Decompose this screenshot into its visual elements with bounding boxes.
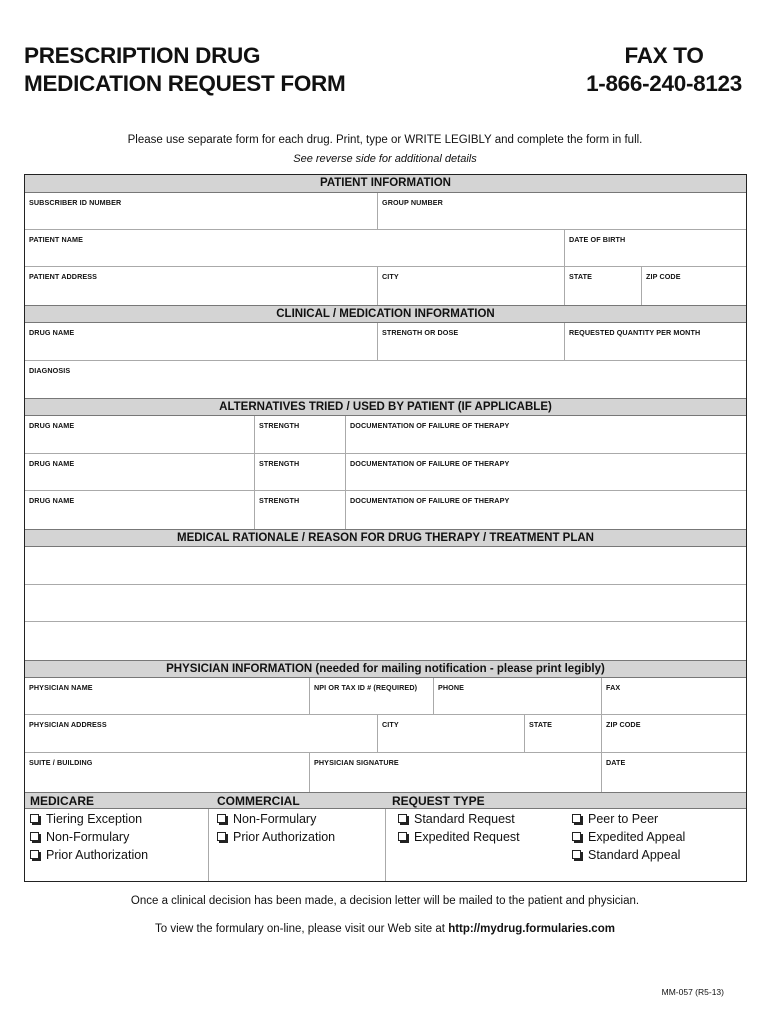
- option-label: Standard Appeal: [588, 848, 681, 862]
- clinical-row-2: [25, 361, 746, 398]
- physician-row-1: [25, 678, 746, 715]
- strength-dose-field[interactable]: [377, 323, 564, 360]
- alt-failure-doc-field[interactable]: [345, 454, 746, 490]
- drug-name-field[interactable]: [25, 323, 377, 360]
- patient-state-label: STATE: [569, 272, 592, 281]
- patient-zip-label: ZIP CODE: [646, 272, 681, 281]
- alt-drug-name-field[interactable]: [25, 454, 254, 490]
- physician-fax-field[interactable]: [601, 678, 746, 714]
- checkbox[interactable]: [572, 832, 581, 841]
- section-alternatives: ALTERNATIVES TRIED / USED BY PATIENT (IF APPLICABLE): [25, 398, 746, 416]
- suite-building-field[interactable]: [25, 753, 309, 792]
- standard-request-option[interactable]: [398, 810, 515, 828]
- alt-drug-name-label: DRUG NAME: [29, 496, 75, 505]
- physician-city-field[interactable]: [377, 715, 524, 752]
- fax-number: 1-866-240-8123: [586, 71, 742, 96]
- option-label: Prior Authorization: [46, 848, 149, 862]
- alternative-row-1: [25, 416, 746, 454]
- checkbox[interactable]: [217, 832, 226, 841]
- option-label: Non-Formulary: [46, 830, 130, 844]
- subscriber-id-label: SUBSCRIBER ID NUMBER: [29, 198, 122, 207]
- physician-address-label: PHYSICIAN ADDRESS: [29, 720, 107, 729]
- physician-zip-label: ZIP CODE: [606, 720, 641, 729]
- formulary-note: [0, 923, 770, 935]
- date-of-birth-field[interactable]: [564, 230, 746, 266]
- checkbox[interactable]: [572, 814, 581, 823]
- physician-fax-label: FAX: [606, 683, 621, 692]
- checkbox[interactable]: [572, 850, 581, 859]
- subscriber-id-field[interactable]: [25, 193, 377, 229]
- suite-building-label: SUITE / BUILDING: [29, 758, 93, 767]
- physician-phone-field[interactable]: [433, 678, 601, 714]
- diagnosis-field[interactable]: [25, 361, 746, 398]
- intro-reverse-note: See reverse side for additional details: [293, 153, 477, 165]
- group-number-label: GROUP NUMBER: [382, 198, 443, 207]
- patient-state-field[interactable]: [564, 267, 641, 305]
- patient-address-field[interactable]: [25, 267, 377, 305]
- patient-row-3: [25, 267, 746, 305]
- commercial-non-formulary-option[interactable]: [217, 810, 316, 828]
- patient-row-1: [25, 193, 746, 230]
- drug-name-label: DRUG NAME: [29, 328, 75, 337]
- title-line-1: PRESCRIPTION DRUG: [24, 43, 261, 68]
- physician-state-label: STATE: [529, 720, 552, 729]
- patient-name-field[interactable]: [25, 230, 564, 266]
- group-number-field[interactable]: [377, 193, 746, 229]
- option-label: Peer to Peer: [588, 812, 659, 826]
- decision-letter-note: Once a clinical decision has been made, a decision letter will be mailed to the patient and physician.: [130, 895, 640, 907]
- fax-label: FAX TO: [624, 43, 704, 68]
- option-label: Prior Authorization: [233, 830, 336, 844]
- rationale-line-2[interactable]: [25, 585, 746, 622]
- checkbox[interactable]: [398, 832, 407, 841]
- form-code: MM-057 (R5-13): [661, 987, 724, 997]
- peer-to-peer-option[interactable]: [572, 810, 658, 828]
- form-header: [24, 42, 746, 102]
- patient-zip-field[interactable]: [641, 267, 746, 305]
- alt-drug-name-field[interactable]: [25, 416, 254, 453]
- physician-state-field[interactable]: [524, 715, 601, 752]
- alt-strength-field[interactable]: [254, 491, 345, 529]
- medicare-tiering-exception-option[interactable]: [30, 810, 142, 828]
- option-label: Expedited Request: [414, 830, 520, 844]
- commercial-prior-authorization-option[interactable]: [217, 828, 335, 846]
- request-form: [24, 174, 747, 882]
- medicare-non-formulary-option[interactable]: [30, 828, 129, 846]
- option-label: Non-Formulary: [233, 812, 317, 826]
- physician-signature-label: PHYSICIAN SIGNATURE: [314, 758, 399, 767]
- alt-failure-doc-label: DOCUMENTATION OF FAILURE OF THERAPY: [350, 459, 510, 468]
- alt-drug-name-label: DRUG NAME: [29, 459, 75, 468]
- alternative-row-3: [25, 491, 746, 529]
- checkbox[interactable]: [30, 850, 39, 859]
- formulary-note-text: To view the formulary on-line, please visit our Web site at: [155, 923, 449, 935]
- quantity-per-month-field[interactable]: [564, 323, 746, 360]
- physician-zip-field[interactable]: [601, 715, 746, 752]
- title-line-2: MEDICATION REQUEST FORM: [24, 71, 346, 96]
- physician-address-field[interactable]: [25, 715, 377, 752]
- patient-address-label: PATIENT ADDRESS: [29, 272, 98, 281]
- section-medical-rationale: MEDICAL RATIONALE / REASON FOR DRUG THERAPY / TREATMENT PLAN: [25, 529, 746, 547]
- section-patient-information: PATIENT INFORMATION: [25, 175, 746, 193]
- alt-drug-name-field[interactable]: [25, 491, 254, 529]
- quantity-per-month-label: REQUESTED QUANTITY PER MONTH: [569, 328, 701, 337]
- checkbox[interactable]: [30, 832, 39, 841]
- patient-row-2: [25, 230, 746, 267]
- rationale-line-1[interactable]: [25, 547, 746, 585]
- section-clinical-information: CLINICAL / MEDICATION INFORMATION: [25, 305, 746, 323]
- form-title: [24, 42, 345, 98]
- alt-strength-label: STRENGTH: [259, 421, 300, 430]
- npi-tax-id-field[interactable]: [309, 678, 433, 714]
- alt-failure-doc-label: DOCUMENTATION OF FAILURE OF THERAPY: [350, 496, 510, 505]
- physician-name-label: PHYSICIAN NAME: [29, 683, 93, 692]
- intro-instructions: Please use separate form for each drug. Print, type or WRITE LEGIBLY and complete the form in full.: [127, 134, 643, 146]
- physician-signature-field[interactable]: [309, 753, 601, 792]
- alt-failure-doc-field[interactable]: [345, 491, 746, 529]
- checkbox[interactable]: [217, 814, 226, 823]
- physician-row-2: [25, 715, 746, 753]
- formulary-link[interactable]: http://mydrug.formularies.com: [448, 923, 615, 935]
- section-physician-information: PHYSICIAN INFORMATION (needed for mailing notification - please print legibly): [25, 660, 746, 678]
- alt-failure-doc-label: DOCUMENTATION OF FAILURE OF THERAPY: [350, 421, 510, 430]
- expedited-request-option[interactable]: [398, 828, 520, 846]
- strength-dose-label: STRENGTH OR DOSE: [382, 328, 459, 337]
- alt-strength-field[interactable]: [254, 454, 345, 490]
- alt-strength-label: STRENGTH: [259, 496, 300, 505]
- physician-date-field[interactable]: [601, 753, 746, 792]
- physician-name-field[interactable]: [25, 678, 309, 714]
- fax-block: [586, 42, 742, 98]
- medicare-prior-authorization-option[interactable]: [30, 846, 148, 864]
- option-label: Expedited Appeal: [588, 830, 686, 844]
- alt-strength-field[interactable]: [254, 416, 345, 453]
- clinical-row-1: [25, 323, 746, 361]
- standard-appeal-option[interactable]: [572, 846, 680, 864]
- npi-tax-id-label: NPI OR TAX ID # (REQUIRED): [314, 683, 418, 692]
- physician-date-label: DATE: [606, 758, 626, 767]
- alt-drug-name-label: DRUG NAME: [29, 421, 75, 430]
- checkbox[interactable]: [30, 814, 39, 823]
- diagnosis-label: DIAGNOSIS: [29, 366, 71, 375]
- options-header-bar: [25, 792, 746, 809]
- physician-phone-label: PHONE: [438, 683, 465, 692]
- physician-row-3: [25, 753, 746, 792]
- alt-strength-label: STRENGTH: [259, 459, 300, 468]
- patient-city-label: CITY: [382, 272, 399, 281]
- request-type-heading: REQUEST TYPE: [392, 794, 485, 808]
- rationale-line-3[interactable]: [25, 622, 746, 660]
- checkbox[interactable]: [398, 814, 407, 823]
- options-divider: [208, 809, 209, 881]
- medicare-heading: MEDICARE: [30, 794, 95, 808]
- date-of-birth-label: DATE OF BIRTH: [569, 235, 626, 244]
- commercial-heading: COMMERCIAL: [217, 794, 300, 808]
- alternative-row-2: [25, 454, 746, 491]
- patient-city-field[interactable]: [377, 267, 564, 305]
- physician-city-label: CITY: [382, 720, 399, 729]
- patient-name-label: PATIENT NAME: [29, 235, 84, 244]
- options-divider: [385, 809, 386, 881]
- option-label: Standard Request: [414, 812, 515, 826]
- expedited-appeal-option[interactable]: [572, 828, 685, 846]
- option-label: Tiering Exception: [46, 812, 143, 826]
- alt-failure-doc-field[interactable]: [345, 416, 746, 453]
